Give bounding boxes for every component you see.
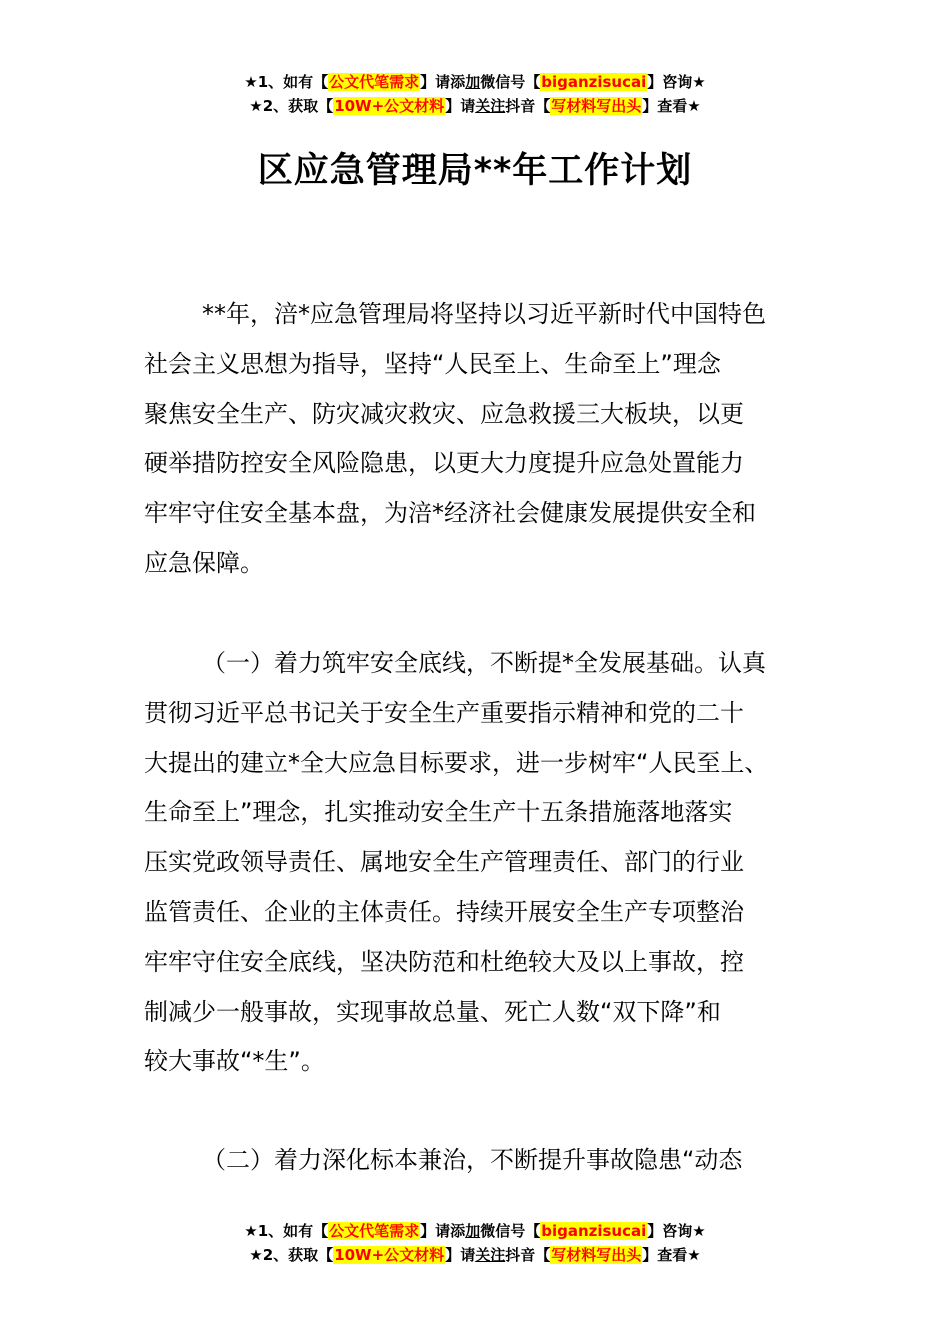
paragraph-intro xyxy=(144,290,824,589)
promo-highlight: biganzisucai xyxy=(541,73,647,91)
promo-highlight: 公文代笔需求 xyxy=(329,73,420,91)
promo-banner-top xyxy=(0,70,950,118)
promo-line-2: ★2、获取【10W+公文材料】请关注抖音【写材料写出头】查看★ xyxy=(249,1246,701,1264)
paragraph-line: 大提出的建立*全大应急目标要求，进一步树牢“人民至上、 xyxy=(144,748,769,777)
promo-highlight: 公文代笔需求 xyxy=(329,1222,420,1240)
paragraph-line: 硬举措防控安全风险隐患，以更大力度提升应急处置能力 xyxy=(144,449,744,478)
paragraph-section-2 xyxy=(144,1136,824,1186)
paragraph-section-1 xyxy=(144,639,824,1087)
paragraph-line: 监管责任、企业的主体责任。持续开展安全生产专项整治 xyxy=(144,897,744,926)
paragraph-line: 社会主义思想为指导，坚持“人民至上、生命至上”理念 xyxy=(144,349,721,378)
paragraph-line: 较大事故“*生”。 xyxy=(144,1047,325,1076)
paragraph-line: 贯彻习近平总书记关于安全生产重要指示精神和党的二十 xyxy=(144,698,744,727)
paragraph-line: 应急保障。 xyxy=(144,548,264,577)
paragraph-line: 聚焦安全生产、防灾减灾救灾、应急救援三大板块，以更 xyxy=(144,399,744,428)
promo-highlight: 写材料写出头 xyxy=(551,97,642,115)
paragraph-line: 压实党政领导责任、属地安全生产管理责任、部门的行业 xyxy=(144,848,744,877)
paragraph-line: **年，涪*应急管理局将坚持以习近平新时代中国特色 xyxy=(202,300,766,328)
paragraph-line: 牢牢守住安全基本盘，为涪*经济社会健康发展提供安全和 xyxy=(144,499,756,528)
paragraph-line: 牢牢守住安全底线，坚决防范和杜绝较大及以上事故，控 xyxy=(144,947,744,976)
promo-line-2: ★2、获取【10W+公文材料】请关注抖音【写材料写出头】查看★ xyxy=(249,97,701,115)
promo-line-1: ★1、如有【公文代笔需求】请添加微信号【biganzisucai】咨询★ xyxy=(244,1222,706,1240)
paragraph-line: （二）着力深化标本兼治，不断提升事故隐患“动态 xyxy=(202,1146,743,1174)
promo-highlight: 10W+公文材料 xyxy=(334,97,445,115)
document-title: 区应急管理局**年工作计划 xyxy=(257,151,693,191)
promo-line-1: ★1、如有【公文代笔需求】请添加微信号【biganzisucai】咨询★ xyxy=(244,73,706,91)
promo-highlight: 写材料写出头 xyxy=(551,1246,642,1264)
promo-highlight: biganzisucai xyxy=(541,1222,647,1240)
paragraph-line: 制减少一般事故，实现事故总量、死亡人数“双下降”和 xyxy=(144,997,721,1026)
paragraph-line: 生命至上”理念，扎实推动安全生产十五条措施落地落实 xyxy=(144,798,733,827)
promo-banner-bottom xyxy=(0,1219,950,1267)
paragraph-line: （一）着力筑牢安全底线，不断提*全发展基础。认真 xyxy=(202,649,766,677)
promo-highlight: 10W+公文材料 xyxy=(334,1246,445,1264)
